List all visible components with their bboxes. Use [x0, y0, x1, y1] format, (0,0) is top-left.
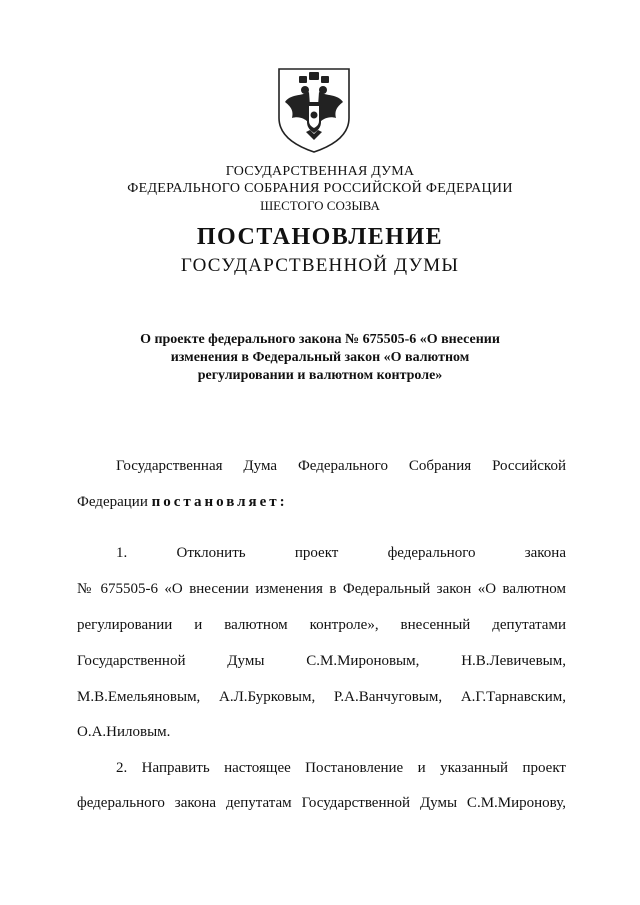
header-line-federal-assembly: ФЕДЕРАЛЬНОГО СОБРАНИЯ РОССИЙСКОЙ ФЕДЕРАЦИИ	[127, 181, 513, 196]
document-title: ПОСТАНОВЛЕНИЕ	[196, 224, 444, 250]
subject-line-1: О проекте федерального закона № 675505-6 «О внесении	[140, 332, 500, 347]
paragraph-2-line-2: федерального закона депутатам Государственной Думы С.М.Миронову,	[77, 795, 566, 811]
paragraph-1-line-1: 1. Отклонить проект федерального закона	[116, 545, 566, 561]
header-line-convocation: ШЕСТОГО СОЗЫВА	[260, 198, 380, 213]
paragraph-1-line-2: № 675505-6 «О внесении изменения в Федеральный закон «О валютном	[77, 581, 566, 597]
paragraph-1-line-4: Государственной Думы С.М.Мироновым, Н.В.Левичевым,	[77, 653, 566, 669]
subject-line-2: изменения в Федеральный закон «О валютном	[170, 350, 470, 365]
intro-line-2	[77, 494, 566, 511]
header-line-duma: ГОСУДАРСТВЕННАЯ ДУМА	[225, 164, 415, 179]
intro-federation: Федерации	[77, 494, 148, 510]
subject-line-3: регулировании и валютном контроле»	[197, 368, 443, 383]
document-subtitle: ГОСУДАРСТВЕННОЙ ДУМЫ	[180, 255, 460, 276]
paragraph-1-line-5: М.В.Емельяновым, А.Л.Бурковым, Р.А.Ванчуговым, А.Г.Тарнавским,	[77, 689, 566, 705]
intro-line-1: Государственная Дума Федерального Собрания Российской	[116, 458, 566, 474]
intro-resolves: постановляет:	[151, 494, 288, 510]
state-emblem-icon	[276, 66, 352, 154]
paragraph-2-line-1: 2. Направить настоящее Постановление и указанный проект	[116, 760, 566, 776]
paragraph-1-line-3: регулировании и валютном контроле», внесенный депутатами	[77, 617, 566, 633]
paragraph-1-line-6: О.А.Ниловым.	[77, 724, 171, 740]
